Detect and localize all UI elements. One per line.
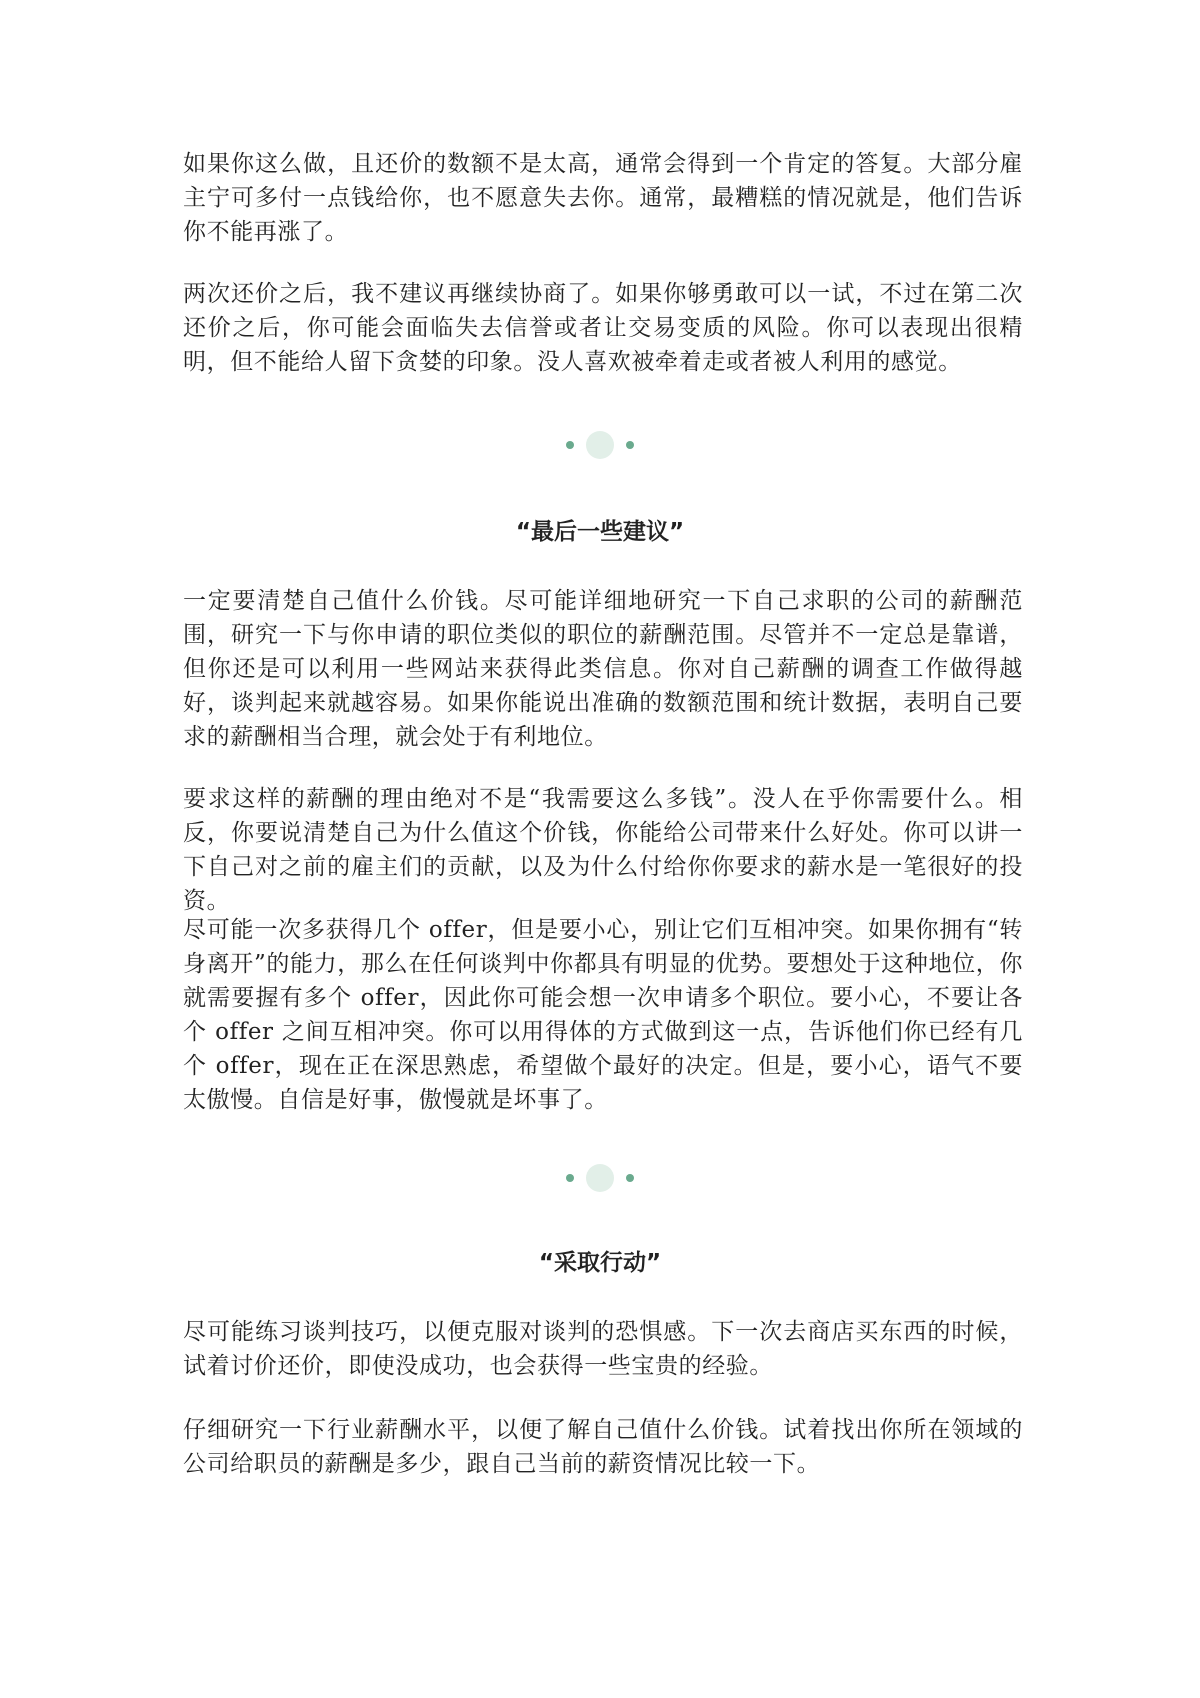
divider-circle-icon [586, 1164, 614, 1192]
paragraph-multiple-offers: 尽可能一次多获得几个 offer，但是要小心，别让它们互相冲突。如果你拥有“转身离开”的能力，那么在任何谈判中你都具有明显的优势。要想处于这种地位，你就需要握有多个 offer，因此你可能会想一次申请多个职位。要小心，不要让各个 offer 之间互相冲突。你可以用得体的方式做到这一点，告诉他们你已经有几个 offer，现在正在深思熟虑，希望做个最好的决定。但是，要小心，语气不要太傲慢。自信是好事，傲慢就是坏事了。 [183, 917, 1023, 1113]
paragraph-justify-salary: 要求这样的薪酬的理由绝对不是“我需要这么多钱”。没人在乎你需要什么。相反，你要说清楚自己为什么值这个价钱，你能给公司带来什么好处。你可以讲一下自己对之前的雇主们的贡献，以及为什么付给你你要求的薪水是一笔很好的投资。 [183, 786, 1023, 914]
paragraph-research-salary: 仔细研究一下行业薪酬水平，以便了解自己值什么价钱。试着找出你所在领域的公司给职员的薪酬是多少，跟自己当前的薪资情况比较一下。 [183, 1417, 1023, 1477]
divider-dot-icon [566, 1174, 574, 1182]
paragraph-two-counteroffers: 两次还价之后，我不建议再继续协商了。如果你够勇敢可以一试，不过在第二次还价之后，你可能会面临失去信誉或者让交易变质的风险。你可以表现出很精明，但不能给人留下贪婪的印象。没人喜欢被牵着走或者被人利用的感觉。 [183, 281, 1023, 375]
divider-circle-icon [586, 431, 614, 459]
section-divider [560, 1158, 640, 1198]
section-divider [560, 425, 640, 465]
paragraph-practice-negotiation: 尽可能练习谈判技巧，以便克服对谈判的恐惧感。下一次去商店买东西的时候，试着讨价还价，即使没成功，也会获得一些宝贵的经验。 [183, 1319, 1023, 1379]
divider-dot-icon [626, 1174, 634, 1182]
section-heading-take-action: “采取行动” [538, 1250, 662, 1276]
divider-dot-icon [566, 441, 574, 449]
section-heading-final-tips: “最后一些建议” [515, 519, 685, 545]
divider-dot-icon [626, 441, 634, 449]
paragraph-counteroffer-reply: 如果你这么做，且还价的数额不是太高，通常会得到一个肯定的答复。大部分雇主宁可多付一点钱给你，也不愿意失去你。通常，最糟糕的情况就是，他们告诉你不能再涨了。 [183, 151, 1023, 245]
paragraph-know-your-worth: 一定要清楚自己值什么价钱。尽可能详细地研究一下自己求职的公司的薪酬范围，研究一下与你申请的职位类似的职位的薪酬范围。尽管并不一定总是靠谱，但你还是可以利用一些网站来获得此类信息。你对自己薪酬的调查工作做得越好，谈判起来就越容易。如果你能说出准确的数额范围和统计数据，表明自己要求的薪酬相当合理，就会处于有利地位。 [183, 588, 1023, 750]
